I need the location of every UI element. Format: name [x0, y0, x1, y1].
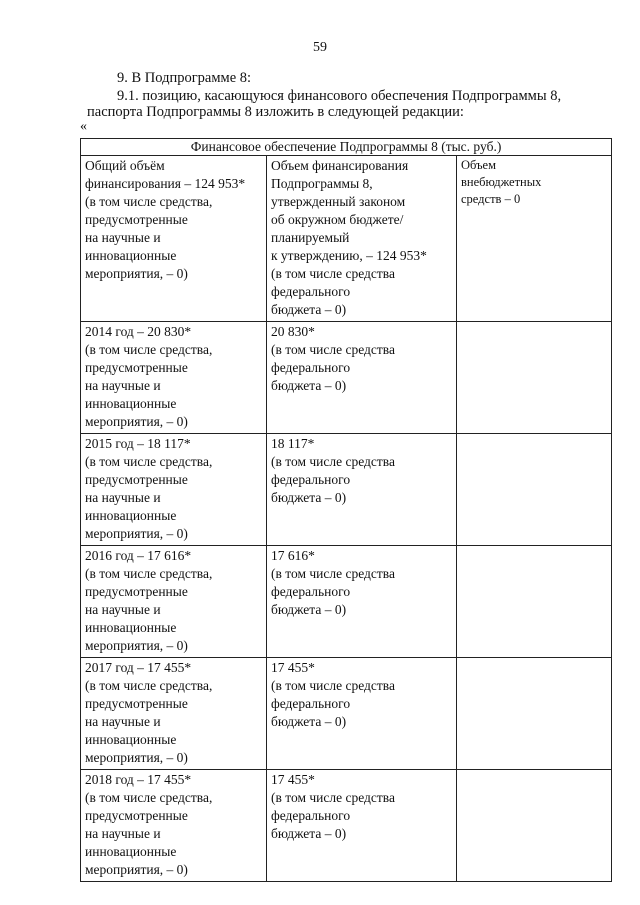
cell-text-line: предусмотренные	[85, 472, 188, 487]
cell-text-line: внебюджетных	[461, 175, 542, 189]
year-total-cell	[81, 434, 267, 546]
cell-text-line: планируемый	[271, 230, 350, 245]
cell-text-line: федерального	[271, 472, 351, 487]
cell-text-line: (в том числе средства,	[85, 342, 213, 357]
cell-text-line: (в том числе средства,	[85, 194, 213, 209]
cell-text-line: предусмотренные	[85, 696, 188, 711]
cell-text-line: бюджета – 0)	[271, 602, 347, 617]
cell-text-line: мероприятия, – 0)	[85, 750, 188, 765]
cell-text-line: Объем	[461, 158, 496, 172]
cell-text-line: 2016 год – 17 616*	[85, 548, 192, 563]
cell-text-line: (в том числе средства,	[85, 678, 213, 693]
cell-text-line: предусмотренные	[85, 584, 188, 599]
cell-text-line: мероприятия, – 0)	[85, 526, 188, 541]
cell-text-line: 2014 год – 20 830*	[85, 324, 192, 339]
cell-text-line: (в том числе средства	[271, 342, 395, 357]
cell-text-line: утвержденный законом	[271, 194, 406, 209]
extrabudgetary-cell	[457, 156, 612, 322]
cell-text-line: (в том числе средства	[271, 454, 395, 469]
cell-text-line: на научные и	[85, 826, 161, 841]
total-funding-cell	[81, 156, 267, 322]
table-caption: Финансовое обеспечение Подпрограммы 8 (тыс. руб.)	[81, 139, 612, 156]
table-row	[81, 546, 612, 658]
cell-text-line: бюджета – 0)	[271, 714, 347, 729]
year-extrabudgetary-cell	[457, 434, 612, 546]
cell-text-line: на научные и	[85, 230, 161, 245]
year-total-cell	[81, 770, 267, 882]
cell-text-line: инновационные	[85, 508, 177, 523]
cell-text-line: 2015 год – 18 117*	[85, 436, 191, 451]
finance-table	[80, 138, 612, 882]
cell-text-line: федерального	[271, 808, 351, 823]
cell-text-line: на научные и	[85, 714, 161, 729]
cell-text-line: средств – 0	[461, 192, 521, 206]
table-row	[81, 322, 612, 434]
cell-text-line: Общий объём	[85, 158, 165, 173]
page-number: 59	[313, 40, 327, 55]
cell-text-line: федерального	[271, 584, 351, 599]
cell-text-line: предусмотренные	[85, 360, 188, 375]
year-total-cell	[81, 546, 267, 658]
cell-text-line: 17 455*	[271, 660, 315, 675]
year-extrabudgetary-cell	[457, 658, 612, 770]
year-extrabudgetary-cell	[457, 546, 612, 658]
cell-text-line: мероприятия, – 0)	[85, 638, 188, 653]
cell-text-line: предусмотренные	[85, 808, 188, 823]
cell-text-line: инновационные	[85, 396, 177, 411]
table-header-row	[81, 156, 612, 322]
year-total-cell	[81, 658, 267, 770]
paragraph-line-1: 9.1. позицию, касающуюся финансового обеспечения Подпрограммы 8,	[117, 88, 562, 104]
cell-text-line: федерального	[271, 696, 351, 711]
cell-text-line: финансирования – 124 953*	[85, 176, 246, 191]
cell-text-line: мероприятия, – 0)	[85, 414, 188, 429]
cell-text-line: к утверждению, – 124 953*	[271, 248, 427, 263]
cell-text-line: инновационные	[85, 248, 177, 263]
cell-text-line: 2017 год – 17 455*	[85, 660, 192, 675]
cell-text-line: Объем финансирования	[271, 158, 409, 173]
cell-text-line: (в том числе средства,	[85, 790, 213, 805]
year-program-cell	[267, 434, 457, 546]
cell-text-line: мероприятия, – 0)	[85, 266, 188, 281]
section-heading: 9. В Подпрограмме 8:	[117, 70, 252, 86]
cell-text-line: мероприятия, – 0)	[85, 862, 188, 877]
cell-text-line: (в том числе средства	[271, 566, 395, 581]
year-total-cell	[81, 322, 267, 434]
open-quote: «	[80, 119, 87, 134]
year-program-cell	[267, 322, 457, 434]
cell-text-line: предусмотренные	[85, 212, 188, 227]
cell-text-line: бюджета – 0)	[271, 302, 347, 317]
cell-text-line: (в том числе средства,	[85, 454, 213, 469]
cell-text-line: 17 455*	[271, 772, 315, 787]
cell-text-line: на научные и	[85, 490, 161, 505]
cell-text-line: 2018 год – 17 455*	[85, 772, 192, 787]
program-funding-cell	[267, 156, 457, 322]
year-program-cell	[267, 770, 457, 882]
cell-text-line: (в том числе средства	[271, 678, 395, 693]
cell-text-line: (в том числе средства	[271, 790, 395, 805]
cell-text-line: федерального	[271, 284, 351, 299]
cell-text-line: на научные и	[85, 378, 161, 393]
cell-text-line: бюджета – 0)	[271, 490, 347, 505]
cell-text-line: инновационные	[85, 732, 177, 747]
table-row	[81, 434, 612, 546]
year-program-cell	[267, 546, 457, 658]
cell-text-line: федерального	[271, 360, 351, 375]
cell-text-line: 20 830*	[271, 324, 315, 339]
paragraph-line-2: паспорта Подпрограммы 8 изложить в следующей редакции:	[87, 104, 464, 120]
table-row	[81, 658, 612, 770]
cell-text-line: 17 616*	[271, 548, 315, 563]
cell-text-line: бюджета – 0)	[271, 826, 347, 841]
cell-text-line: Подпрограммы 8,	[271, 176, 373, 191]
table-row	[81, 770, 612, 882]
cell-text-line: (в том числе средства,	[85, 566, 213, 581]
cell-text-line: инновационные	[85, 620, 177, 635]
cell-text-line: об окружном бюджете/	[271, 212, 404, 227]
year-extrabudgetary-cell	[457, 322, 612, 434]
year-extrabudgetary-cell	[457, 770, 612, 882]
cell-text-line: 18 117*	[271, 436, 315, 451]
cell-text-line: бюджета – 0)	[271, 378, 347, 393]
cell-text-line: (в том числе средства	[271, 266, 395, 281]
cell-text-line: инновационные	[85, 844, 177, 859]
cell-text-line: на научные и	[85, 602, 161, 617]
year-program-cell	[267, 658, 457, 770]
